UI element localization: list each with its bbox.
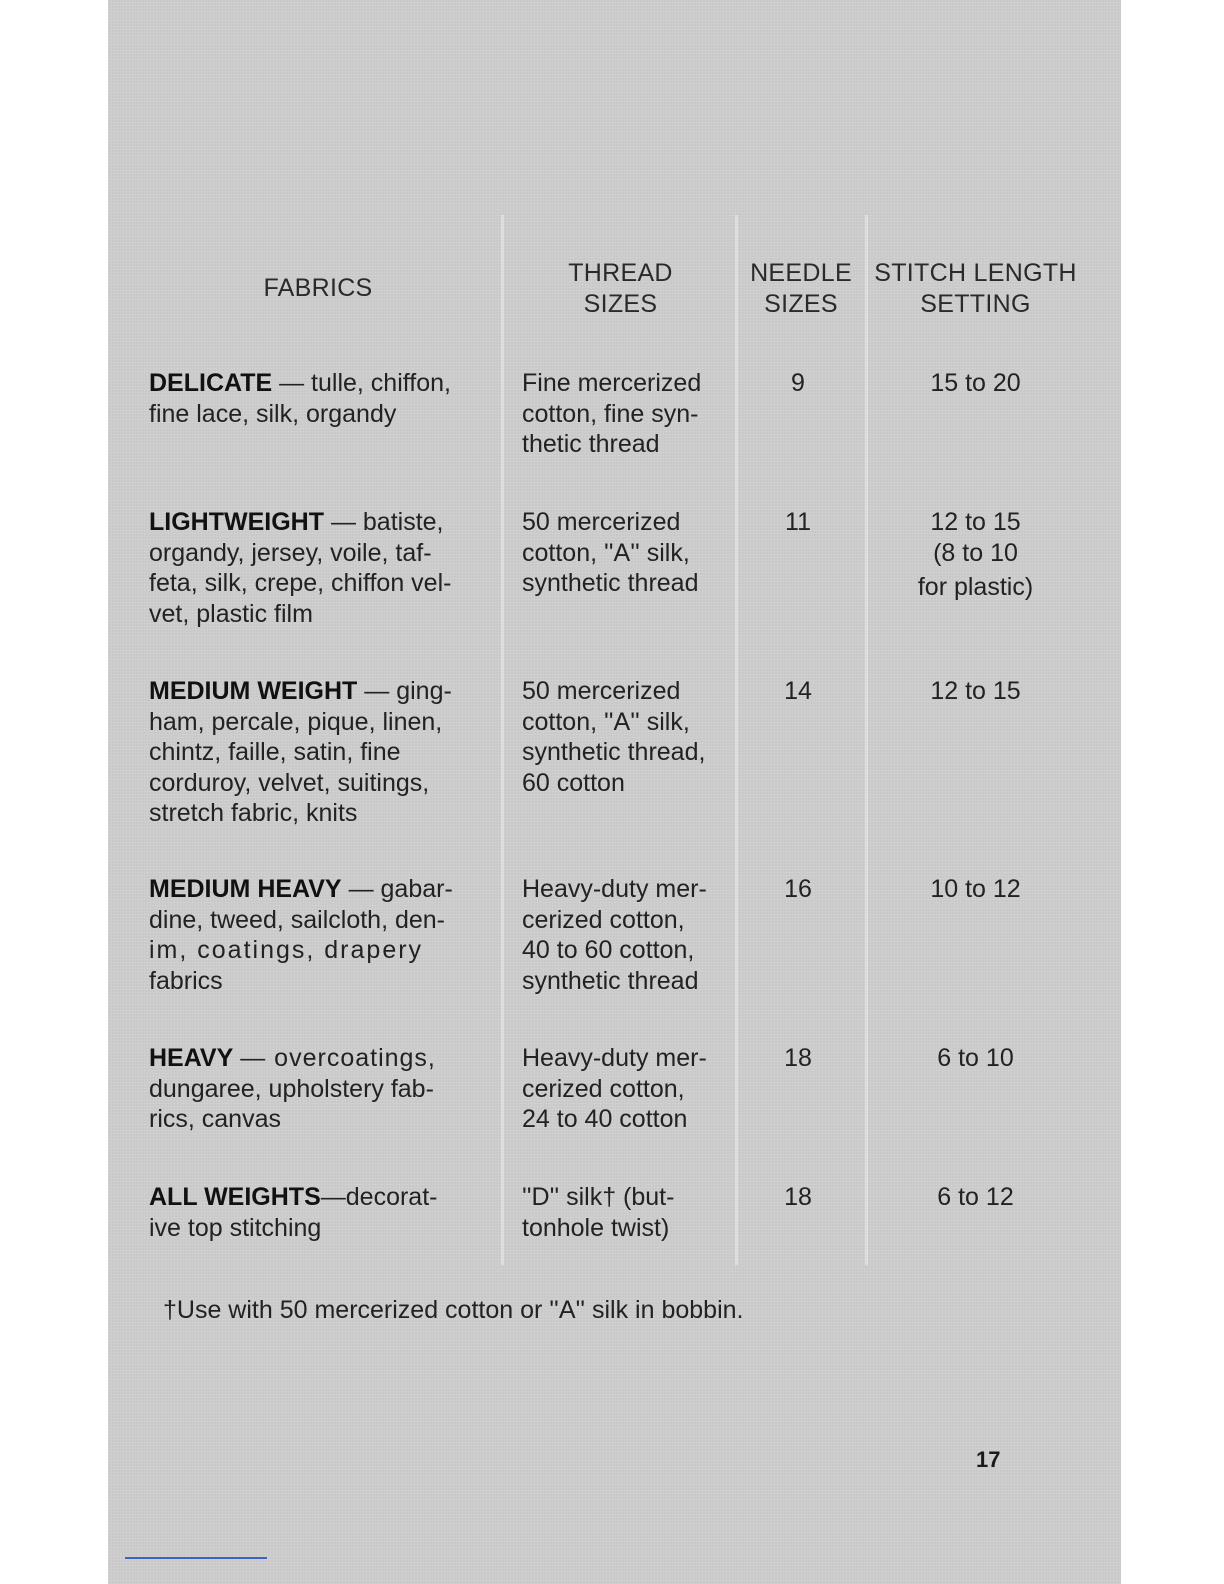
thread-line: thetic thread (522, 430, 660, 458)
row-all-weights-stitch (873, 1182, 1078, 1213)
fabric-line: stretch fabric, knits (149, 799, 358, 827)
fabric-line (149, 676, 489, 707)
row-lightweight-fabrics (149, 507, 489, 629)
thread-line: Heavy-duty mer- (522, 1044, 707, 1072)
fabric-line: dine, tweed, sailcloth, den- (149, 905, 446, 934)
category-label: ALL WEIGHTS (149, 1183, 321, 1211)
row-medium-heavy-needle: 16 (784, 875, 812, 903)
fabric-text: — gabar- (348, 875, 453, 903)
row-all-weights-thread (522, 1182, 732, 1243)
header-line: SETTING (920, 290, 1031, 318)
fabric-line: dungaree, upholstery fab- (149, 1074, 434, 1103)
row-medium-heavy-thread (522, 874, 732, 996)
thread-line: cerized cotton, (522, 1074, 685, 1103)
footnote: †Use with 50 mercerized cotton or ''A'' silk in bobbin. (163, 1296, 744, 1324)
row-all-weights-fabrics (149, 1182, 489, 1243)
manual-page (108, 0, 1121, 1584)
row-medium-heavy-stitch (873, 874, 1078, 905)
fabric-line (149, 1182, 489, 1213)
stitch-line: for plastic) (917, 573, 1034, 601)
fabric-text: — overcoatings, (240, 1044, 436, 1072)
fabric-line (149, 1043, 489, 1074)
stitch-line: 6 to 12 (937, 1183, 1014, 1211)
thread-line: cotton, ''A'' silk, (522, 538, 690, 567)
row-delicate-stitch (873, 368, 1078, 399)
thread-line: cotton, fine syn- (522, 399, 699, 428)
row-lightweight-needle: 11 (785, 508, 811, 536)
thread-line: 40 to 60 cotton, (522, 936, 695, 964)
row-medium-weight-stitch (873, 676, 1078, 707)
fabric-line (149, 874, 489, 905)
column-divider (865, 215, 868, 1265)
fabric-text: —decorat- (320, 1183, 438, 1211)
stitch-line: (8 to 10 (933, 538, 1018, 567)
fabric-line (149, 507, 489, 538)
category-label: LIGHTWEIGHT (149, 508, 324, 536)
header-stitch-length (868, 258, 1083, 320)
fabric-text: — ging- (364, 677, 452, 705)
thread-line: synthetic thread (522, 966, 699, 995)
fabric-line: ham, percale, pique, linen, (149, 707, 443, 736)
category-label: DELICATE (149, 369, 273, 397)
fabric-text: — batiste, (330, 508, 444, 536)
thread-line: cotton, ''A'' silk, (522, 707, 690, 736)
row-delicate-thread (522, 368, 732, 460)
page-number: 17 (976, 1447, 1001, 1472)
thread-line: tonhole twist) (522, 1213, 670, 1242)
scan-edge-line (125, 1557, 267, 1559)
thread-line: synthetic thread (522, 569, 699, 597)
stitch-line: 15 to 20 (930, 369, 1021, 397)
header-line: SIZES (583, 290, 658, 318)
fabric-line: fabrics (149, 966, 223, 995)
row-heavy-needle: 18 (784, 1044, 812, 1072)
thread-line: Fine mercerized (522, 369, 702, 397)
fabric-line: ive top stitching (149, 1213, 322, 1242)
row-delicate-fabrics (149, 368, 489, 429)
thread-line: cerized cotton, (522, 905, 685, 934)
fabric-line: corduroy, velvet, suitings, (149, 768, 430, 797)
thread-line: Heavy-duty mer- (522, 875, 707, 903)
fabric-line: im, coatings, drapery (149, 936, 424, 964)
row-all-weights-needle: 18 (784, 1183, 812, 1211)
stitch-line: 6 to 10 (937, 1044, 1014, 1072)
row-medium-heavy-fabrics (149, 874, 489, 996)
category-label: HEAVY (149, 1044, 234, 1072)
fabric-line: chintz, faille, satin, fine (149, 738, 401, 766)
header-line: STITCH LENGTH (874, 259, 1077, 287)
fabric-line (149, 368, 489, 399)
row-heavy-stitch (873, 1043, 1078, 1074)
column-divider (501, 215, 504, 1265)
thread-line: 24 to 40 cotton (522, 1105, 688, 1133)
thread-line: 50 mercerized (522, 508, 681, 536)
stitch-line: 12 to 15 (930, 677, 1021, 705)
row-lightweight-thread (522, 507, 732, 599)
stitch-line: 10 to 12 (930, 875, 1021, 903)
fabric-line: fine lace, silk, organdy (149, 399, 397, 428)
row-heavy-thread (522, 1043, 732, 1135)
category-label: MEDIUM HEAVY (149, 875, 342, 903)
thread-line: synthetic thread, (522, 738, 706, 766)
row-medium-weight-needle: 14 (784, 677, 812, 705)
header-line: THREAD (568, 259, 673, 287)
fabric-line: organdy, jersey, voile, taf- (149, 538, 432, 567)
thread-line: ''D'' silk† (but- (522, 1183, 675, 1211)
header-line: NEEDLE (750, 259, 852, 287)
thread-line: 60 cotton (522, 768, 625, 797)
header-line: SIZES (764, 290, 838, 318)
header-thread-sizes (538, 258, 703, 320)
row-medium-weight-thread (522, 676, 732, 798)
row-delicate-needle: 9 (791, 369, 805, 397)
row-lightweight-stitch (873, 507, 1078, 603)
fabric-text: — tulle, chiffon, (279, 369, 451, 397)
column-divider (735, 215, 738, 1265)
row-heavy-fabrics (149, 1043, 489, 1135)
fabric-line: feta, silk, crepe, chiffon vel- (149, 569, 452, 597)
header-needle-sizes (745, 258, 857, 320)
category-label: MEDIUM WEIGHT (149, 677, 358, 705)
thread-line: 50 mercerized (522, 677, 681, 705)
fabric-line: vet, plastic film (149, 599, 313, 628)
fabric-line: rics, canvas (149, 1105, 281, 1133)
stitch-line: 12 to 15 (930, 508, 1021, 536)
row-medium-weight-fabrics (149, 676, 489, 829)
header-fabrics: FABRICS (263, 274, 373, 302)
